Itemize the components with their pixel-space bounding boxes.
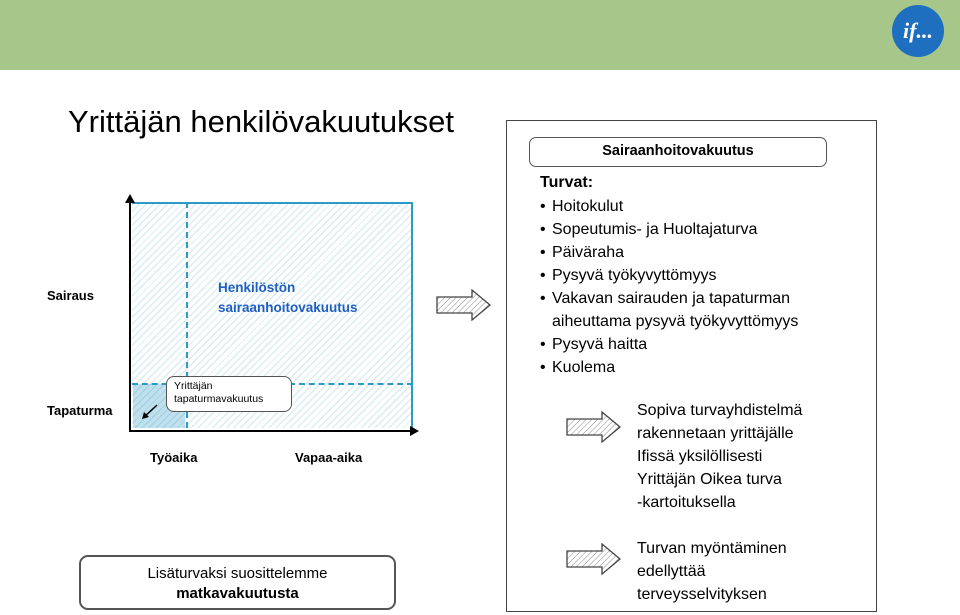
- turvat-heading: Turvat:: [540, 174, 594, 191]
- list-item: • Sopeutumis- ja Huoltajaturva: [540, 221, 758, 238]
- coverage-list: [540, 195, 798, 379]
- travel-insurance-box: Lisäturvaksi suosittelemme matkavakuutusta: [79, 555, 396, 610]
- arrow-right-icon: [436, 289, 492, 321]
- header-bar: [0, 0, 960, 70]
- list-item: • Pysyvä haitta: [540, 336, 648, 353]
- health-declaration-note: Turvan myöntäminen edellyttää terveysselvityksen: [637, 540, 787, 603]
- list-item: • Pysyvä työkyvyttömyys: [540, 267, 717, 284]
- x-label-tyoaika: Työaika: [150, 450, 198, 465]
- list-item: • Hoitokulut: [540, 198, 624, 215]
- x-axis-arrowhead: [410, 426, 419, 436]
- list-item: • Vakavan sairauden ja tapaturman: [540, 290, 791, 307]
- y-label-sairaus: Sairaus: [47, 288, 94, 303]
- y-axis-arrowhead: [125, 194, 135, 203]
- accident-insurance-callout: Yrittäjän tapaturmavakuutus: [166, 376, 292, 412]
- panel-title: Sairaanhoitovakuutus: [529, 137, 827, 167]
- health-insurance-label: Henkilöstön sairaanhoitovakuutus: [218, 280, 358, 315]
- if-logo: if...: [892, 5, 944, 57]
- y-label-tapaturma: Tapaturma: [47, 403, 113, 418]
- x-label-vapaa-aika: Vapaa-aika: [295, 450, 363, 465]
- callout-pointer-icon: [140, 402, 160, 422]
- assessment-note: Sopiva turvayhdistelmä rakennetaan yrittäjälle Ifissä yksilöllisesti Yrittäjän Oikea turva -kartoituksella: [637, 402, 803, 511]
- chart-x-axis: [129, 430, 411, 432]
- page-title: Yrittäjän henkilövakuutukset: [68, 104, 455, 139]
- chart-y-axis: [129, 200, 131, 432]
- list-item: • Kuolema: [540, 359, 616, 376]
- list-item: • Päiväraha: [540, 244, 625, 261]
- list-item-continuation: aiheuttama pysyvä työkyvyttömyys: [552, 313, 799, 330]
